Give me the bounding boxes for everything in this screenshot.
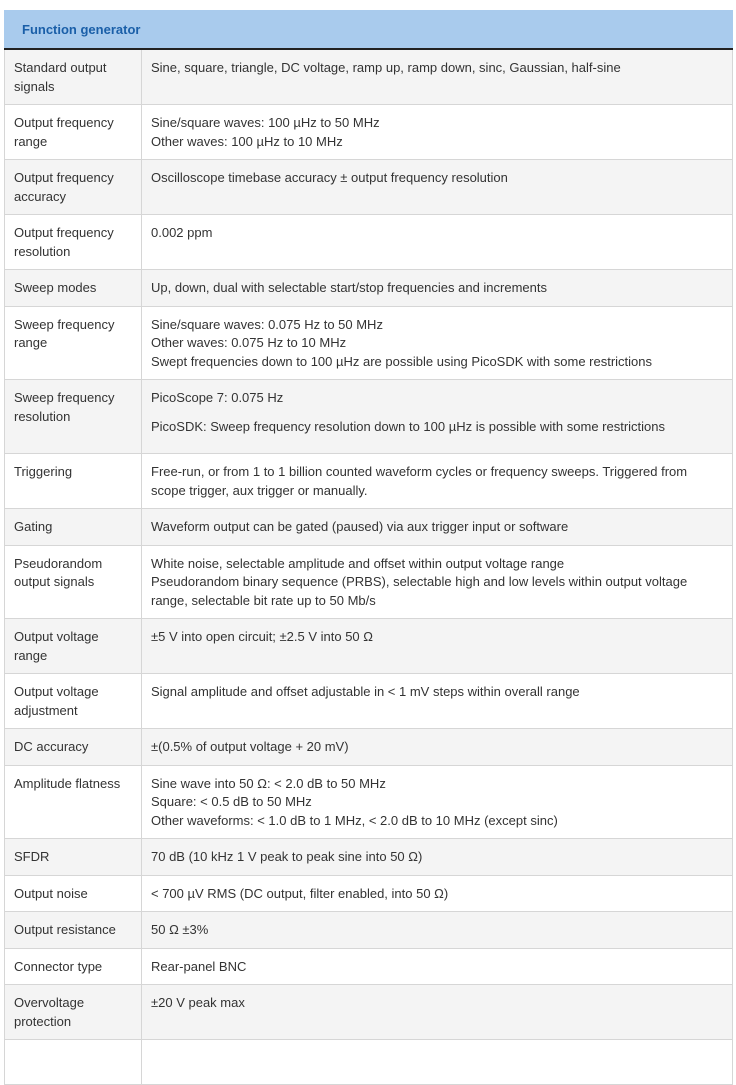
value-line: Other waves: 0.075 Hz to 10 MHz (151, 335, 347, 350)
table-row (5, 509, 733, 546)
row-label: SFDR (5, 839, 142, 876)
row-value (142, 215, 733, 270)
value-line: ±20 V peak max (151, 995, 245, 1010)
row-label: Sweep frequency resolution (5, 380, 142, 454)
row-label: Output noise (5, 875, 142, 912)
row-label: Output frequency accuracy (5, 160, 142, 215)
table-row (5, 306, 733, 380)
value-line: White noise, selectable amplitude and offset within output voltage range (151, 555, 565, 571)
value-line: Rear-panel BNC (151, 958, 247, 974)
value-line: PicoScope 7: 0.075 Hz (151, 390, 284, 405)
row-value (142, 765, 733, 839)
table-row (5, 674, 733, 729)
value-line: PicoSDK: Sweep frequency resolution down to 100 µHz is possible with some restrictions (151, 418, 666, 434)
value-line: ±(0.5% of output voltage + 20 mV) (151, 739, 349, 754)
row-value (142, 619, 733, 674)
value-line: Other waveforms: < 1.0 dB to 1 MHz, < 2.0 dB to 10 MHz (except sinc) (151, 812, 558, 828)
value-line: Signal amplitude and offset adjustable in < 1 mV steps within overall range (151, 684, 580, 699)
table-row (5, 765, 733, 839)
row-label: Output resistance (5, 912, 142, 949)
table-row (5, 912, 733, 949)
row-value (142, 674, 733, 729)
value-line: Sine/square waves: 100 µHz to 50 MHz (151, 115, 380, 130)
row-label: Sweep frequency range (5, 306, 142, 380)
value-line: 50 Ω ±3% (151, 922, 209, 937)
table-title: Function generator (5, 10, 733, 49)
row-value (142, 380, 733, 454)
value-line: Free-run, or from 1 to 1 billion counted waveform cycles or frequency sweeps. Triggered from scope trigger, aux trigger or manually. (151, 464, 688, 498)
row-label: Connector type (5, 948, 142, 985)
table-row (5, 454, 733, 509)
row-label: DC accuracy (5, 729, 142, 766)
value-line: < 700 µV RMS (DC output, filter enabled, into 50 Ω) (151, 885, 449, 901)
value-line: Square: < 0.5 dB to 50 MHz (151, 794, 312, 809)
row-value (142, 729, 733, 766)
row-label: Gating (5, 509, 142, 546)
value-line: Waveform output can be gated (paused) via aux trigger input or software (151, 519, 569, 534)
row-label: Output voltage adjustment (5, 674, 142, 729)
row-value (142, 1040, 733, 1085)
value-line: Sine wave into 50 Ω: < 2.0 dB to 50 MHz (151, 775, 386, 791)
table-header-row (5, 10, 733, 49)
row-value (142, 306, 733, 380)
row-value (142, 509, 733, 546)
table-row (5, 729, 733, 766)
row-label (5, 1040, 142, 1085)
row-value (142, 875, 733, 912)
value-line: Sine/square waves: 0.075 Hz to 50 MHz (151, 316, 383, 332)
row-label: Pseudorandom output signals (5, 545, 142, 619)
table-row (5, 839, 733, 876)
table-row (5, 619, 733, 674)
row-label: Output voltage range (5, 619, 142, 674)
table-row (5, 270, 733, 307)
table-row (5, 160, 733, 215)
row-value (142, 839, 733, 876)
row-label: Output frequency range (5, 105, 142, 160)
value-line: 0.002 ppm (151, 225, 213, 240)
value-line: 70 dB (10 kHz 1 V peak to peak sine into 50 Ω) (151, 849, 423, 864)
row-value (142, 454, 733, 509)
table-row (5, 985, 733, 1040)
table-row (5, 1040, 733, 1085)
table-row (5, 215, 733, 270)
row-value (142, 49, 733, 105)
row-value (142, 270, 733, 307)
row-value (142, 545, 733, 619)
value-line: Swept frequencies down to 100 µHz are possible using PicoSDK with some restrictions (151, 353, 653, 369)
value-line: Up, down, dual with selectable start/stop frequencies and increments (151, 280, 547, 295)
table-row (5, 545, 733, 619)
row-label: Amplitude flatness (5, 765, 142, 839)
value-line: Sine, square, triangle, DC voltage, ramp up, ramp down, sinc, Gaussian, half-sine (151, 60, 621, 75)
row-label: Overvoltage protection (5, 985, 142, 1040)
row-value (142, 160, 733, 215)
table-row (5, 875, 733, 912)
table-row (5, 105, 733, 160)
function-generator-spec-table (4, 10, 733, 1085)
row-label: Output frequency resolution (5, 215, 142, 270)
table-row (5, 948, 733, 985)
value-line: Pseudorandom binary sequence (PRBS), selectable high and low levels within output voltage range, selectable bit rate up to 50 Mb/s (151, 574, 688, 608)
row-value (142, 105, 733, 160)
row-label: Sweep modes (5, 270, 142, 307)
value-line: Oscilloscope timebase accuracy ± output frequency resolution (151, 170, 508, 185)
table-row (5, 49, 733, 105)
row-value (142, 948, 733, 985)
value-line: ±5 V into open circuit; ±2.5 V into 50 Ω (151, 629, 373, 644)
row-label: Standard output signals (5, 49, 142, 105)
row-value (142, 985, 733, 1040)
table-row (5, 380, 733, 454)
value-line: Other waves: 100 µHz to 10 MHz (151, 133, 343, 149)
row-label: Triggering (5, 454, 142, 509)
row-value (142, 912, 733, 949)
